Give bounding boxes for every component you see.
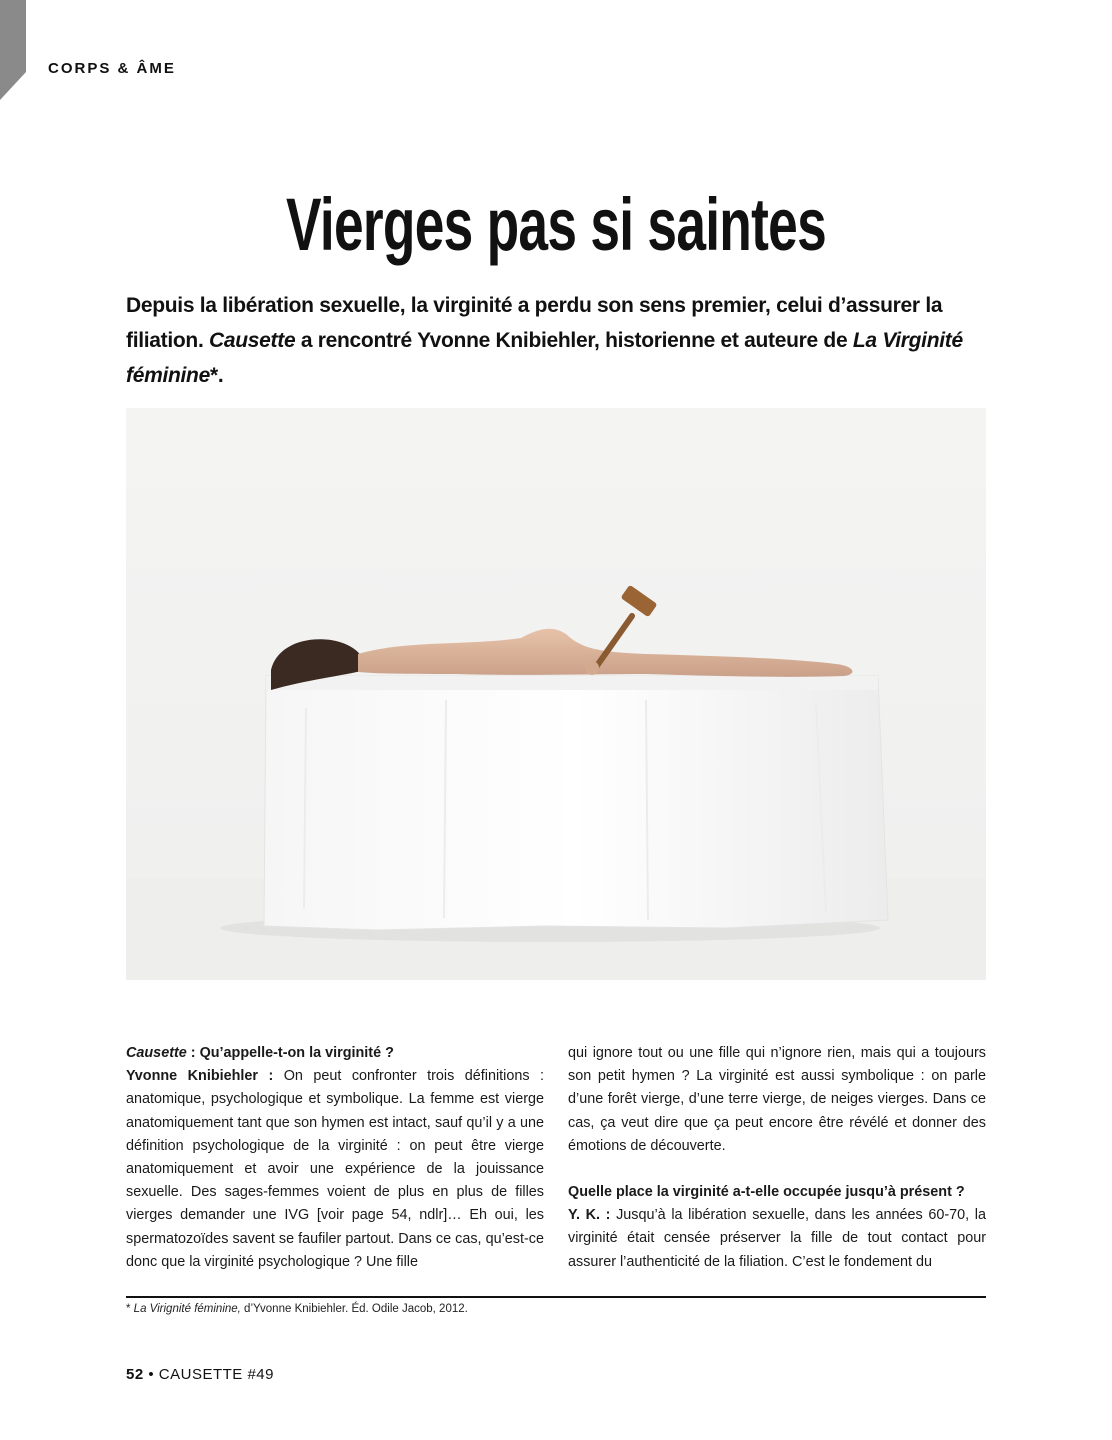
question-brand: Causette [126, 1045, 187, 1061]
lede-book-title: La Virginité féminine [126, 329, 963, 387]
answer-speaker: Yvonne Knibiehler : [126, 1068, 274, 1085]
magazine-issue: CAUSETTE #49 [158, 1366, 274, 1383]
body-column-right [568, 1042, 986, 1274]
page-folio [126, 1366, 274, 1383]
footnote-book: La Virignité féminine, [133, 1303, 241, 1315]
question-1 [126, 1042, 544, 1065]
answer-1 [126, 1065, 544, 1274]
footnote-text: d’Yvonne Knibiehler. Éd. Odile Jacob, 2012. [240, 1303, 468, 1315]
answer-2 [568, 1204, 986, 1274]
answer-1-continued: qui ignore tout ou une fille qui n’ignore rien, mais qui a toujours son petit hymen ? La virginité est aussi symbolique : on parle d’une forêt vierge, d’une terre vierge, de neiges vierges. Dans ce cas, ça veut dire que ça peut encore être révélé et donner des émotions de découverte. [568, 1045, 986, 1154]
photo-illustration [126, 408, 986, 980]
footnote [126, 1303, 986, 1315]
question-2: Quelle place la virginité a-t-elle occupée jusqu’à présent ? [568, 1184, 965, 1201]
question-text: : Qu’appelle-t-on la virginité ? [186, 1045, 394, 1061]
footnote-divider [126, 1296, 986, 1298]
article-photo [126, 408, 986, 980]
lede-brand: Causette [209, 329, 296, 352]
article-lede [126, 288, 986, 393]
answer-text: On peut confronter trois définitions : anatomique, psychologique et symbolique. La femme est vierge anatomiquement tant que son hymen est intact, sauf qu’il y a une définition psychologique de la virginité : on peut être vierge anatomiquement et avoir une expérience de la jouissance sexuelle. Des sages-femmes voient de plus en plus de filles vierges demander une IVG [voir page 54, ndlr]… Eh oui, les spermatozoïdes savent se faufiler partout. Dans ce cas, qu’est-ce donc que la virginité psychologique ? Une fille [126, 1068, 544, 1270]
lede-text: a rencontré Yvonne Knibiehler, historienne et auteure de [295, 329, 853, 352]
answer-text: Jusqu’à la libération sexuelle, dans les années 60-70, la virginité était censée préserver la fille de tout contact pour assurer l’authenticité de la filiation. C’est le fondement du [568, 1207, 986, 1270]
section-label: CORPS & ÂME [48, 60, 176, 77]
article-title: Vierges pas si saintes [286, 183, 826, 266]
article-body [126, 1042, 986, 1274]
footnote-mark: * [126, 1303, 134, 1315]
body-column-left [126, 1042, 544, 1274]
lede-text: Depuis la libération sexuelle, la virginité a perdu son sens premier, celui d’assurer la filiation. [126, 294, 943, 352]
folio-separator: • [143, 1366, 159, 1383]
answer-speaker: Y. K. : [568, 1207, 611, 1224]
page-number: 52 [126, 1366, 144, 1383]
lede-footnote-mark: *. [209, 364, 224, 387]
section-corner-tab [0, 0, 26, 100]
